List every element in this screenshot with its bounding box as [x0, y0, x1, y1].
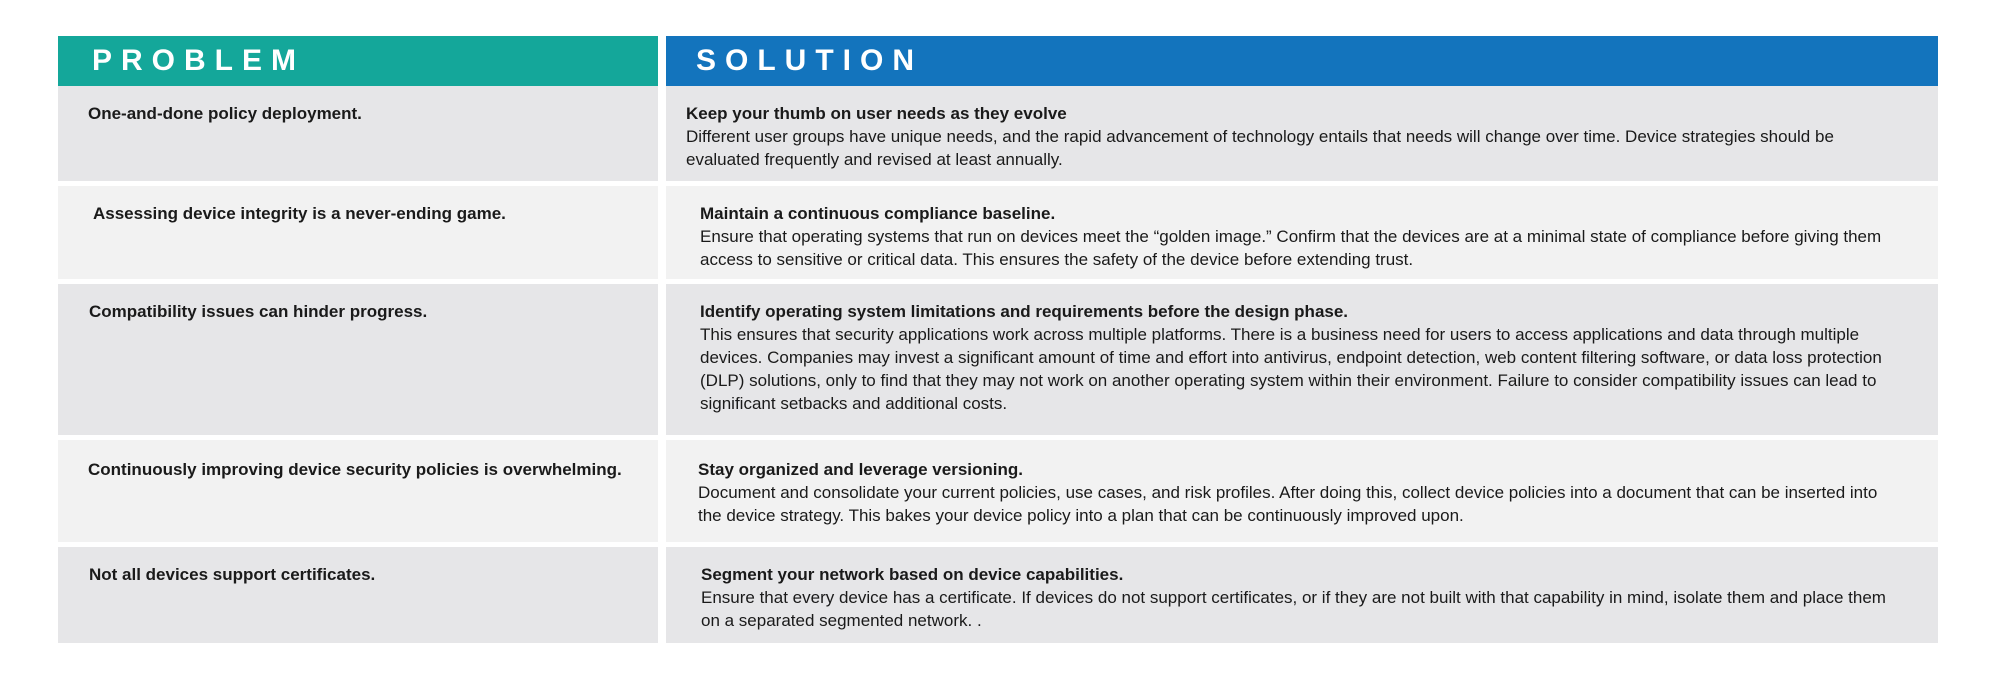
- problem-cell: Continuously improving device security policies is overwhelming.: [58, 440, 658, 542]
- problem-cell: Assessing device integrity is a never-ending game.: [58, 186, 658, 279]
- problem-cell: One-and-done policy deployment.: [58, 86, 658, 181]
- column-divider: [658, 186, 666, 279]
- table-row: [58, 440, 1938, 542]
- solution-cell: [666, 86, 1938, 181]
- table-row: [58, 86, 1938, 181]
- solution-cell: [666, 284, 1938, 435]
- table-header: [58, 36, 1938, 86]
- table-row: [58, 186, 1938, 279]
- table-row: [58, 547, 1938, 643]
- table-row: [58, 284, 1938, 435]
- solution-cell: [666, 186, 1938, 279]
- solution-title: Keep your thumb on user needs as they evolve: [686, 104, 1067, 123]
- solution-text: Document and consolidate your current policies, use cases, and risk profiles. After doing this, collect device policies into a document that can be inserted into the device strategy. This bakes your device policy into a plan that can be continuously improved upon.: [698, 483, 1878, 525]
- solution-text: Ensure that operating systems that run on devices meet the “golden image.” Confirm that the devices are at a minimal state of compliance before giving them access to sensitive or critical data. This ensures the safety of the device before extending trust.: [700, 227, 1882, 269]
- solution-title: Segment your network based on device capabilities.: [701, 565, 1124, 584]
- header-divider: [658, 36, 666, 86]
- solution-text: Different user groups have unique needs, and the rapid advancement of technology entails that needs will change over time. Device strategies should be evaluated frequently and revised at least annually.: [686, 127, 1834, 169]
- solution-cell: [666, 440, 1938, 542]
- column-divider: [658, 284, 666, 435]
- column-divider: [658, 440, 666, 542]
- solution-text: This ensures that security applications work across multiple platforms. There is a business need for users to access applications and data through multiple devices. Companies may invest a significant amount of time and effort into antivirus, endpoint detection, web content filtering software, or data loss protection (DLP) solutions, only to find that they may not work on another operating system within their environment. Failure to consider compatibility issues can lead to significant setbacks and additional costs.: [700, 325, 1882, 413]
- solution-title: Stay organized and leverage versioning.: [698, 460, 1023, 479]
- solution-cell: [666, 547, 1938, 643]
- problem-cell: Compatibility issues can hinder progress.: [58, 284, 658, 435]
- problem-cell: Not all devices support certificates.: [58, 547, 658, 643]
- solution-title: Identify operating system limitations and requirements before the design phase.: [700, 302, 1349, 321]
- solution-text: Ensure that every device has a certificate. If devices do not support certificates, or if they are not built with that capability in mind, isolate them and place them on a separated segmented network. .: [701, 588, 1886, 630]
- problem-solution-table: [58, 36, 1938, 643]
- column-divider: [658, 86, 666, 181]
- problem-header: PROBLEM: [58, 36, 658, 86]
- solution-header: SOLUTION: [666, 36, 1938, 86]
- solution-title: Maintain a continuous compliance baseline.: [700, 204, 1056, 223]
- column-divider: [658, 547, 666, 643]
